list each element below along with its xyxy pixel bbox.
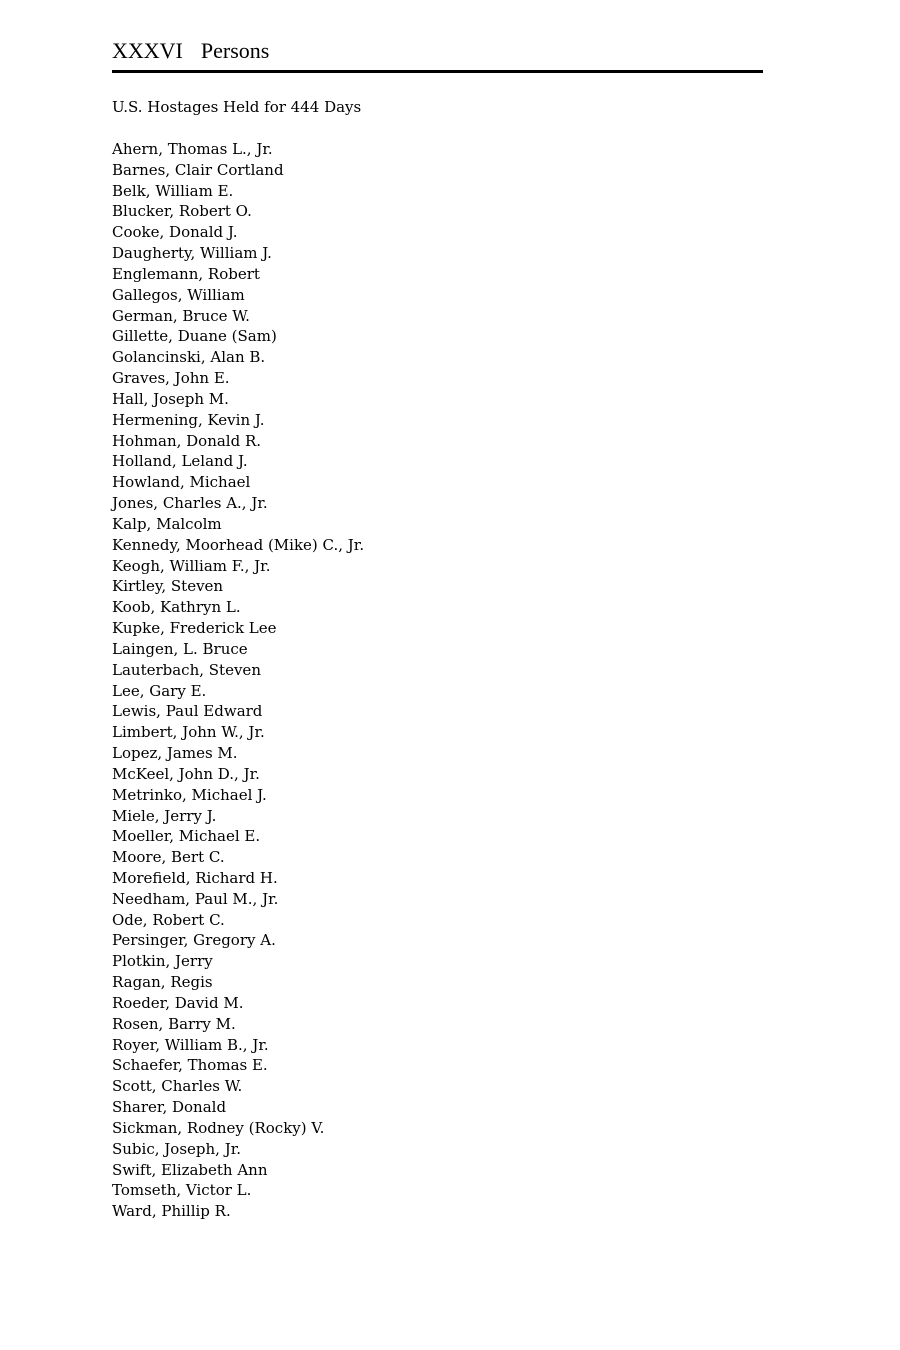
- list-item: Swift, Elizabeth Ann: [112, 1160, 268, 1179]
- list-item: Ahern, Thomas L., Jr.: [112, 140, 273, 158]
- list-item: Lewis, Paul Edward: [112, 702, 263, 721]
- list-item: Ragan, Regis: [112, 973, 213, 992]
- list-item: Scott, Charles W.: [112, 1077, 243, 1096]
- list-item: Ward, Phillip R.: [112, 1202, 231, 1221]
- list-item: Hohman, Donald R.: [112, 431, 262, 450]
- list-item: Koob, Kathryn L.: [112, 598, 241, 617]
- section-name: Persons: [200, 38, 270, 63]
- list-item: Sharer, Donald: [112, 1098, 227, 1117]
- list-item: Schaefer, Thomas E.: [112, 1056, 268, 1075]
- list-item: Persinger, Gregory A.: [112, 931, 276, 950]
- list-item: Roeder, David M.: [112, 993, 244, 1012]
- list-item: Gallegos, William: [112, 285, 245, 304]
- list-item: Miele, Jerry J.: [112, 806, 217, 825]
- list-item: Graves, John E.: [112, 369, 230, 388]
- list-item: Hall, Joseph M.: [112, 389, 229, 408]
- list-item: Subic, Joseph, Jr.: [112, 1139, 241, 1158]
- list-item: Morefield, Richard H.: [112, 868, 278, 887]
- list-item: Barnes, Clair Cortland: [112, 160, 284, 179]
- section-title: U.S. Hostages Held for 444 Days: [112, 98, 362, 116]
- list-item: Kalp, Malcolm: [112, 514, 222, 533]
- page-header: [112, 36, 763, 73]
- section-number: XXXVI: [112, 38, 183, 63]
- list-item: Blucker, Robert O.: [112, 202, 252, 221]
- list-item: Daugherty, William J.: [112, 244, 272, 263]
- list-item: Limbert, John W., Jr.: [112, 723, 265, 742]
- list-item: Jones, Charles A., Jr.: [112, 494, 268, 513]
- running-head: [112, 38, 269, 64]
- list-item: Sickman, Rodney (Rocky) V.: [112, 1118, 325, 1137]
- list-item: Englemann, Robert: [112, 264, 260, 283]
- list-item: Kupke, Frederick Lee: [112, 619, 277, 638]
- list-item: Metrinko, Michael J.: [112, 785, 267, 804]
- list-item: Tomseth, Victor L.: [112, 1181, 252, 1200]
- list-item: Kirtley, Steven: [112, 577, 224, 596]
- list-item: Royer, William B., Jr.: [112, 1035, 269, 1054]
- hostage-name-list: [112, 139, 364, 1222]
- list-item: Gillette, Duane (Sam): [112, 327, 277, 346]
- list-item: German, Bruce W.: [112, 306, 250, 325]
- list-item: McKeel, John D., Jr.: [112, 764, 260, 783]
- list-item: Moeller, Michael E.: [112, 827, 261, 846]
- list-item: Belk, William E.: [112, 181, 234, 200]
- list-item: Rosen, Barry M.: [112, 1014, 236, 1033]
- list-item: Needham, Paul M., Jr.: [112, 889, 279, 908]
- list-item: Plotkin, Jerry: [112, 952, 213, 971]
- list-item: Hermening, Kevin J.: [112, 410, 265, 429]
- list-item: Howland, Michael: [112, 473, 251, 492]
- list-item: Laingen, L. Bruce: [112, 639, 248, 658]
- list-item: Holland, Leland J.: [112, 452, 248, 471]
- list-item: Kennedy, Moorhead (Mike) C., Jr.: [112, 535, 365, 554]
- list-item: Cooke, Donald J.: [112, 223, 238, 242]
- list-item: Ode, Robert C.: [112, 910, 225, 929]
- list-item: Golancinski, Alan B.: [112, 348, 266, 367]
- list-item: Keogh, William F., Jr.: [112, 556, 271, 575]
- list-item: Lauterbach, Steven: [112, 660, 261, 679]
- list-item: Lee, Gary E.: [112, 681, 207, 700]
- list-item: Moore, Bert C.: [112, 848, 225, 867]
- list-item: Lopez, James M.: [112, 744, 238, 763]
